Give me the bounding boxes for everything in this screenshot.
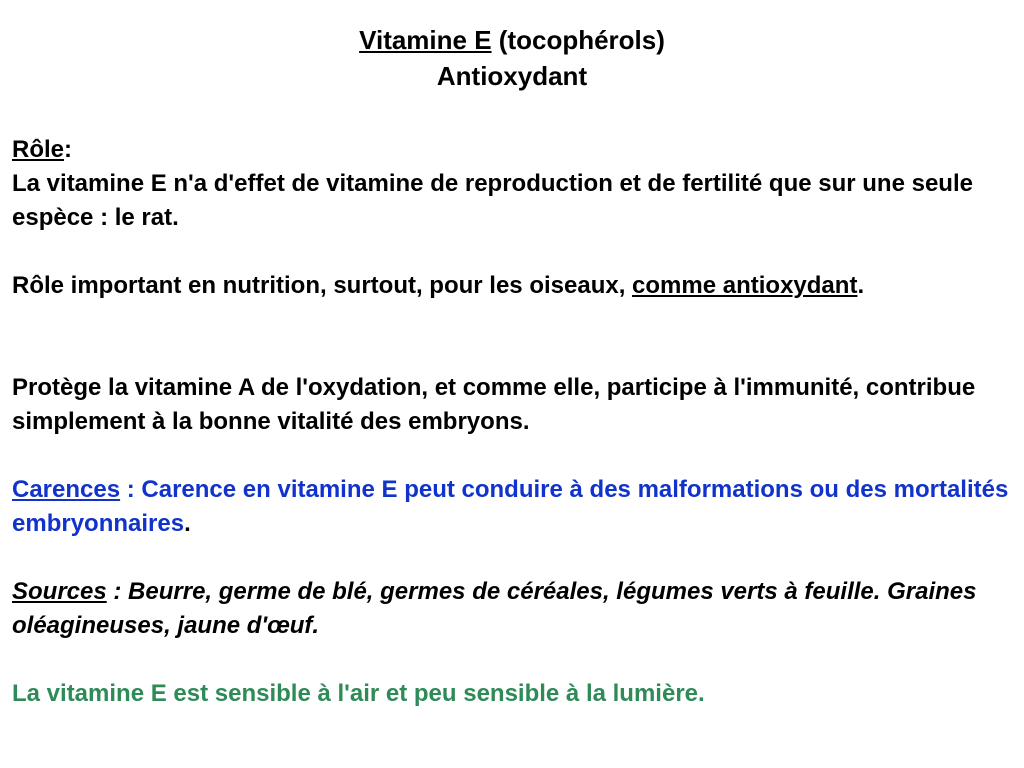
carences-paragraph	[12, 473, 1017, 541]
carences-text: : Carence en vitamine E peut conduire à des malformations ou des mortalités embryonnaires	[12, 476, 1009, 537]
important-underlined: comme antioxydant	[632, 272, 858, 299]
protege-paragraph: Protège la vitamine A de l'oxydation, et comme elle, participe à l'immunité, contribue simplement à la bonne vitalité des embryons.	[12, 374, 976, 435]
important-text: Rôle important en nutrition, surtout, pour les oiseaux,	[12, 272, 633, 299]
important-paragraph	[12, 269, 1017, 303]
role-paragraph: La vitamine E n'a d'effet de vitamine de reproduction et de fertilité que sur une seule espèce : le rat.	[12, 170, 973, 231]
role-colon: :	[64, 136, 73, 163]
sensible-paragraph: La vitamine E est sensible à l'air et peu sensible à la lumière.	[12, 680, 705, 707]
title-line-2: Antioxydant	[436, 61, 588, 91]
title-tocopherols: (tocophérols)	[491, 25, 665, 55]
sources-paragraph	[12, 575, 1017, 643]
title-vitamine-e: Vitamine E	[359, 25, 492, 55]
title-line-1	[0, 22, 1024, 58]
sources-heading: Sources	[12, 578, 107, 605]
sources-text: : Beurre, germe de blé, germes de céréales, légumes verts à feuille. Graines oléagineuses, jaune d'œuf.	[12, 578, 977, 639]
slide-title	[0, 22, 1024, 94]
carences-heading: Carences	[12, 476, 121, 503]
role-heading-line	[12, 133, 1017, 167]
important-period: .	[857, 272, 865, 299]
role-heading: Rôle	[12, 136, 65, 163]
carences-period: .	[184, 510, 191, 537]
